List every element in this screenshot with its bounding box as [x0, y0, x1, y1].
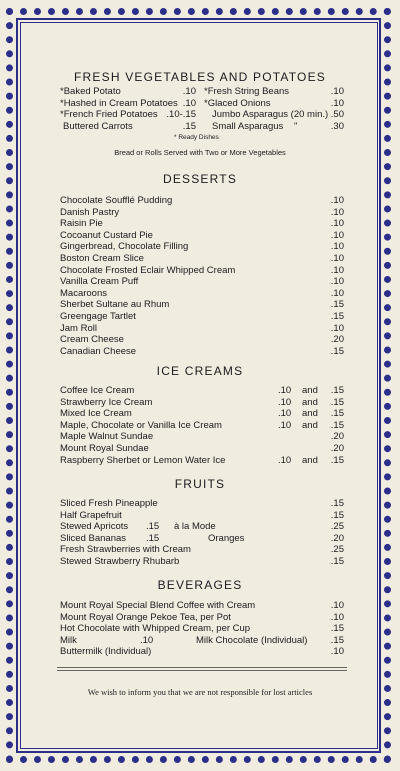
item-name: Milk: [60, 634, 77, 646]
fruit-item: [60, 533, 344, 545]
and-label: and: [302, 396, 318, 408]
dessert-item: [60, 230, 344, 242]
ice-cream-item: [60, 397, 344, 409]
ice-creams-list: [60, 385, 344, 466]
dessert-item: [60, 334, 344, 346]
item-price: .10: [330, 97, 344, 109]
vegetable-item: [60, 86, 196, 98]
item-name: Buttermilk (Individual): [60, 646, 152, 658]
divider-line: [57, 670, 347, 671]
desserts-list: [60, 195, 344, 357]
item-price: .10: [330, 252, 344, 264]
dessert-item: [60, 207, 344, 219]
item-name: Buttered Carrots: [63, 120, 133, 132]
item-name: Raspberry Sherbet or Lemon Water Ice: [60, 454, 226, 466]
fruit-item: [60, 510, 344, 522]
item-name: Canadian Cheese: [60, 345, 137, 357]
item-name: Maple, Chocolate or Vanilla Ice Cream: [60, 419, 222, 431]
item-name: Sliced Bananas: [60, 532, 127, 544]
dessert-item: [60, 323, 344, 335]
item-price-large: .15: [330, 419, 344, 431]
item-price: .10: [330, 611, 344, 623]
item-name: *Hashed in Cream Potatoes: [60, 97, 178, 109]
item-price: .10: [330, 241, 344, 253]
item-price-large: .15: [330, 454, 344, 466]
dessert-item: [60, 241, 344, 253]
bread-note: Bread or Rolls Served with Two or More Vegetables: [114, 148, 286, 157]
item-name: Coffee Ice Cream: [60, 385, 135, 396]
item-name: Mount Royal Special Blend Coffee with Cream: [60, 600, 256, 611]
item-name: Fresh Strawberries with Cream: [60, 544, 191, 556]
desserts-title: DESSERTS: [162, 172, 238, 186]
item-price-large: .15: [330, 396, 344, 408]
item-name: Stewed Strawberry Rhubarb: [60, 555, 180, 567]
beverage-item: [60, 612, 344, 624]
item-name: Boston Cream Slice: [60, 252, 144, 264]
beverage-item: [60, 646, 344, 658]
item-price: .10: [330, 195, 344, 206]
item-price-small: .10: [278, 385, 292, 396]
item-price: .15: [330, 310, 344, 322]
item-name: Jumbo Asparagus (20 min.): [212, 109, 329, 121]
dessert-item: [60, 253, 344, 265]
item-name: Macaroons: [60, 287, 107, 299]
item-name: Small Asparagus: [212, 120, 284, 132]
item-name: Vanilla Cream Puff: [60, 276, 139, 288]
and-label: and: [302, 385, 318, 396]
item-price-large: .20: [330, 442, 344, 454]
beverages-list: [60, 600, 344, 658]
ready-dishes-note: * Ready Dishes: [174, 134, 219, 141]
vegetables-right-list: [204, 86, 344, 132]
and-label: and: [302, 454, 318, 466]
item-name: *French Fried Potatoes: [60, 109, 158, 121]
fruits-title: FRUITS: [174, 477, 226, 491]
item-price-small: .10: [278, 396, 292, 408]
item-name: *Glaced Onions: [204, 97, 271, 109]
ice-cream-item: [60, 443, 344, 455]
item-price-large: .15: [330, 408, 344, 420]
item-price-small: .10: [278, 454, 292, 466]
vegetables-title: FRESH VEGETABLES AND POTATOES: [74, 70, 326, 84]
item-name: Raisin Pie: [60, 218, 103, 230]
item-name: Half Grapefruit: [60, 509, 122, 521]
item-name: Maple Walnut Sundae: [60, 431, 154, 443]
item-price: .15: [330, 345, 344, 357]
vegetable-item: [204, 109, 344, 121]
item-price: .10-.15: [166, 109, 196, 121]
item-name-chocolate: Milk Chocolate (Individual): [196, 634, 308, 646]
item-name: *Fresh String Beans: [204, 86, 290, 97]
item-name: Mixed Ice Cream: [60, 408, 132, 420]
item-price: .10: [330, 322, 344, 334]
item-name: Cocoanut Custard Pie: [60, 229, 153, 241]
item-name: Strawberry Ice Cream: [60, 396, 153, 408]
item-price: .15: [182, 120, 196, 132]
ice-creams-title: ICE CREAMS: [156, 364, 244, 378]
item-name: Stewed Apricots: [60, 521, 129, 533]
vegetable-item: [204, 98, 344, 110]
item-price: .10: [330, 229, 344, 241]
item-price-small: .10: [278, 408, 292, 420]
item-price: .15: [330, 509, 344, 521]
item-price: .10: [330, 276, 344, 288]
item-name: Gingerbread, Chocolate Filling: [60, 241, 189, 253]
item-price-large: .20: [330, 431, 344, 443]
item-name: Greengage Tartlet: [60, 310, 136, 322]
dessert-item: [60, 218, 344, 230]
beverage-item: [60, 600, 344, 612]
item-price-mid: .15: [146, 521, 160, 533]
and-label: and: [302, 408, 318, 420]
item-name: Mount Royal Orange Pekoe Tea, per Pot: [60, 611, 231, 623]
item-price: .15: [330, 498, 344, 509]
fruit-item: [60, 556, 344, 568]
disclaimer-text: We wish to inform you that we are not responsible for lost articles: [87, 687, 313, 697]
ice-cream-item: [60, 385, 344, 397]
item-price: .10: [140, 634, 154, 646]
dessert-item: [60, 311, 344, 323]
ice-cream-item: [60, 420, 344, 432]
item-price-mid: .15: [146, 532, 160, 544]
item-extra: à la Mode: [174, 521, 216, 533]
item-name: Hot Chocolate with Whipped Cream, per Cup: [60, 623, 251, 635]
fruit-item: [60, 521, 344, 533]
ice-cream-item: [60, 408, 344, 420]
vegetable-item: [204, 121, 344, 133]
dessert-item: [60, 195, 344, 207]
beverages-title: BEVERAGES: [157, 578, 243, 592]
item-name: Cream Cheese: [60, 334, 124, 346]
ditto-mark: ": [294, 120, 298, 132]
item-name: Chocolate Soufflé Pudding: [60, 195, 173, 206]
item-price: .10: [182, 97, 196, 109]
item-price: .10: [330, 287, 344, 299]
item-name: Sherbet Sultane au Rhum: [60, 299, 170, 311]
item-price: .10: [330, 218, 344, 230]
item-price: .25: [330, 544, 344, 556]
ice-cream-item: [60, 431, 344, 443]
divider-line: [57, 667, 347, 668]
item-name: Danish Pastry: [60, 206, 120, 218]
item-price: .10: [182, 86, 196, 97]
beverage-item: [60, 623, 344, 635]
item-price: .10: [330, 646, 344, 658]
item-price-small: .10: [278, 419, 292, 431]
dessert-item: [60, 276, 344, 288]
item-price: .10: [330, 264, 344, 276]
item-price: .30: [330, 120, 344, 132]
fruits-list: [60, 498, 344, 568]
item-extra: Oranges: [208, 532, 245, 544]
vegetable-item: [60, 98, 196, 110]
item-price: .15: [330, 299, 344, 311]
item-price: .10: [330, 86, 344, 97]
item-price: .20: [330, 532, 344, 544]
item-price: .20: [330, 334, 344, 346]
fruit-item: [60, 544, 344, 556]
item-name: *Baked Potato: [60, 86, 121, 97]
dessert-item: [60, 265, 344, 277]
and-label: and: [302, 419, 318, 431]
item-price-large: .15: [330, 385, 344, 396]
item-price: .15: [330, 623, 344, 635]
item-price: .50: [330, 109, 344, 121]
vegetable-item: [204, 86, 344, 98]
vegetable-item: [60, 109, 196, 121]
item-name: Chocolate Frosted Eclair Whipped Cream: [60, 264, 236, 276]
vegetable-item: [60, 121, 196, 133]
item-price: .10: [330, 206, 344, 218]
beverage-item-milk: [60, 635, 344, 647]
dessert-item: [60, 288, 344, 300]
dessert-item: [60, 346, 344, 358]
fruit-item: [60, 498, 344, 510]
item-price: .15: [330, 555, 344, 567]
item-name: Jam Roll: [60, 322, 97, 334]
dessert-item: [60, 299, 344, 311]
item-price: .10: [330, 600, 344, 611]
vegetables-left-list: [60, 86, 196, 132]
item-name: Mount Royal Sundae: [60, 442, 149, 454]
item-price: .25: [330, 521, 344, 533]
item-name: Sliced Fresh Pineapple: [60, 498, 158, 509]
ice-cream-item: [60, 455, 344, 467]
item-price-chocolate: .15: [330, 634, 344, 646]
